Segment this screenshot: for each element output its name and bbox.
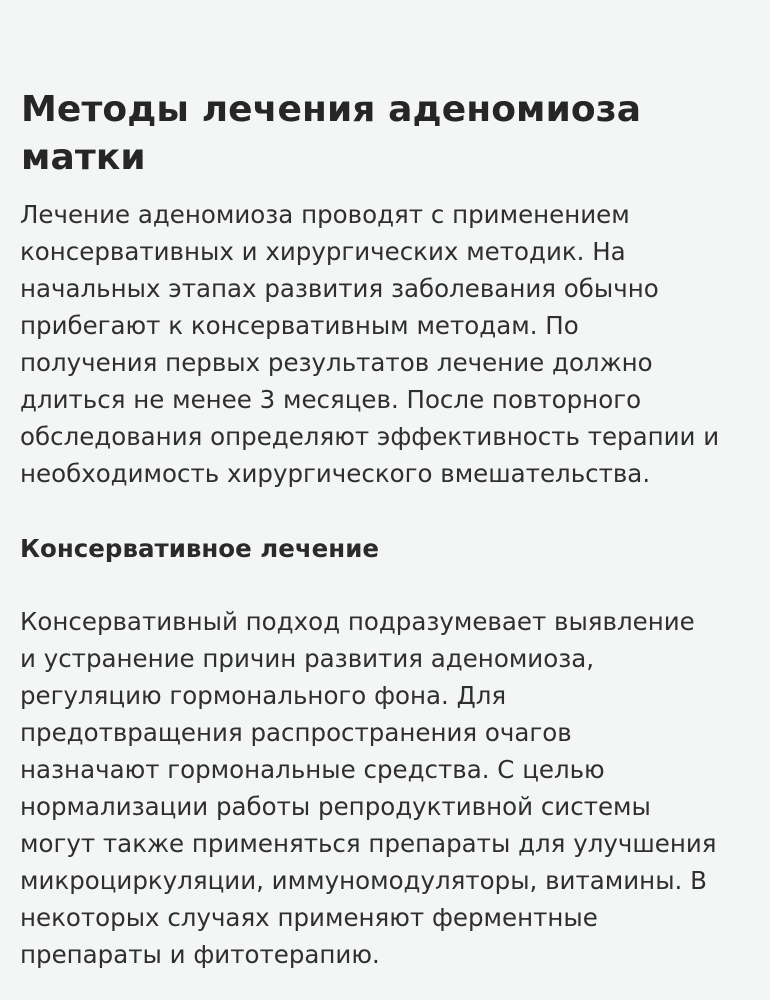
section-heading: Консервативное лечение: [20, 534, 379, 563]
intro-line: начальных этапах развития заболевания обычно: [20, 274, 659, 303]
section-line: микроциркуляции, иммуномодуляторы, витамины. В: [20, 866, 707, 895]
conservative-treatment-paragraph: [20, 603, 760, 973]
intro-line: прибегают к консервативным методам. По: [20, 311, 579, 340]
section-line: и устранение причин развития аденомиоза,: [20, 644, 595, 673]
section-line: препараты и фитотерапию.: [20, 940, 380, 969]
intro-line: обследования определяют эффективность терапии и: [20, 422, 720, 451]
section-line: регуляцию гормонального фона. Для: [20, 681, 507, 710]
intro-paragraph: [20, 196, 760, 492]
section-line: могут также применяться препараты для улучшения: [20, 829, 717, 858]
section-line: нормализации работы репродуктивной системы: [20, 792, 651, 821]
section-line: Консервативный подход подразумевает выявление: [20, 607, 695, 636]
intro-line: получения первых результатов лечение должно: [20, 348, 653, 377]
intro-line: длиться не менее 3 месяцев. После повторного: [20, 385, 642, 414]
intro-line: необходимость хирургического вмешательства.: [20, 459, 651, 488]
section-line: предотвращения распространения очагов: [20, 718, 572, 747]
intro-line: консервативных и хирургических методик. На: [20, 237, 626, 266]
intro-line: Лечение аденомиоза проводят с применением: [20, 200, 630, 229]
section-line: назначают гормональные средства. С целью: [20, 755, 605, 784]
page-title: Методы лечения аденомиоза матки: [21, 89, 642, 178]
section-line: некоторых случаях применяют ферментные: [20, 903, 598, 932]
